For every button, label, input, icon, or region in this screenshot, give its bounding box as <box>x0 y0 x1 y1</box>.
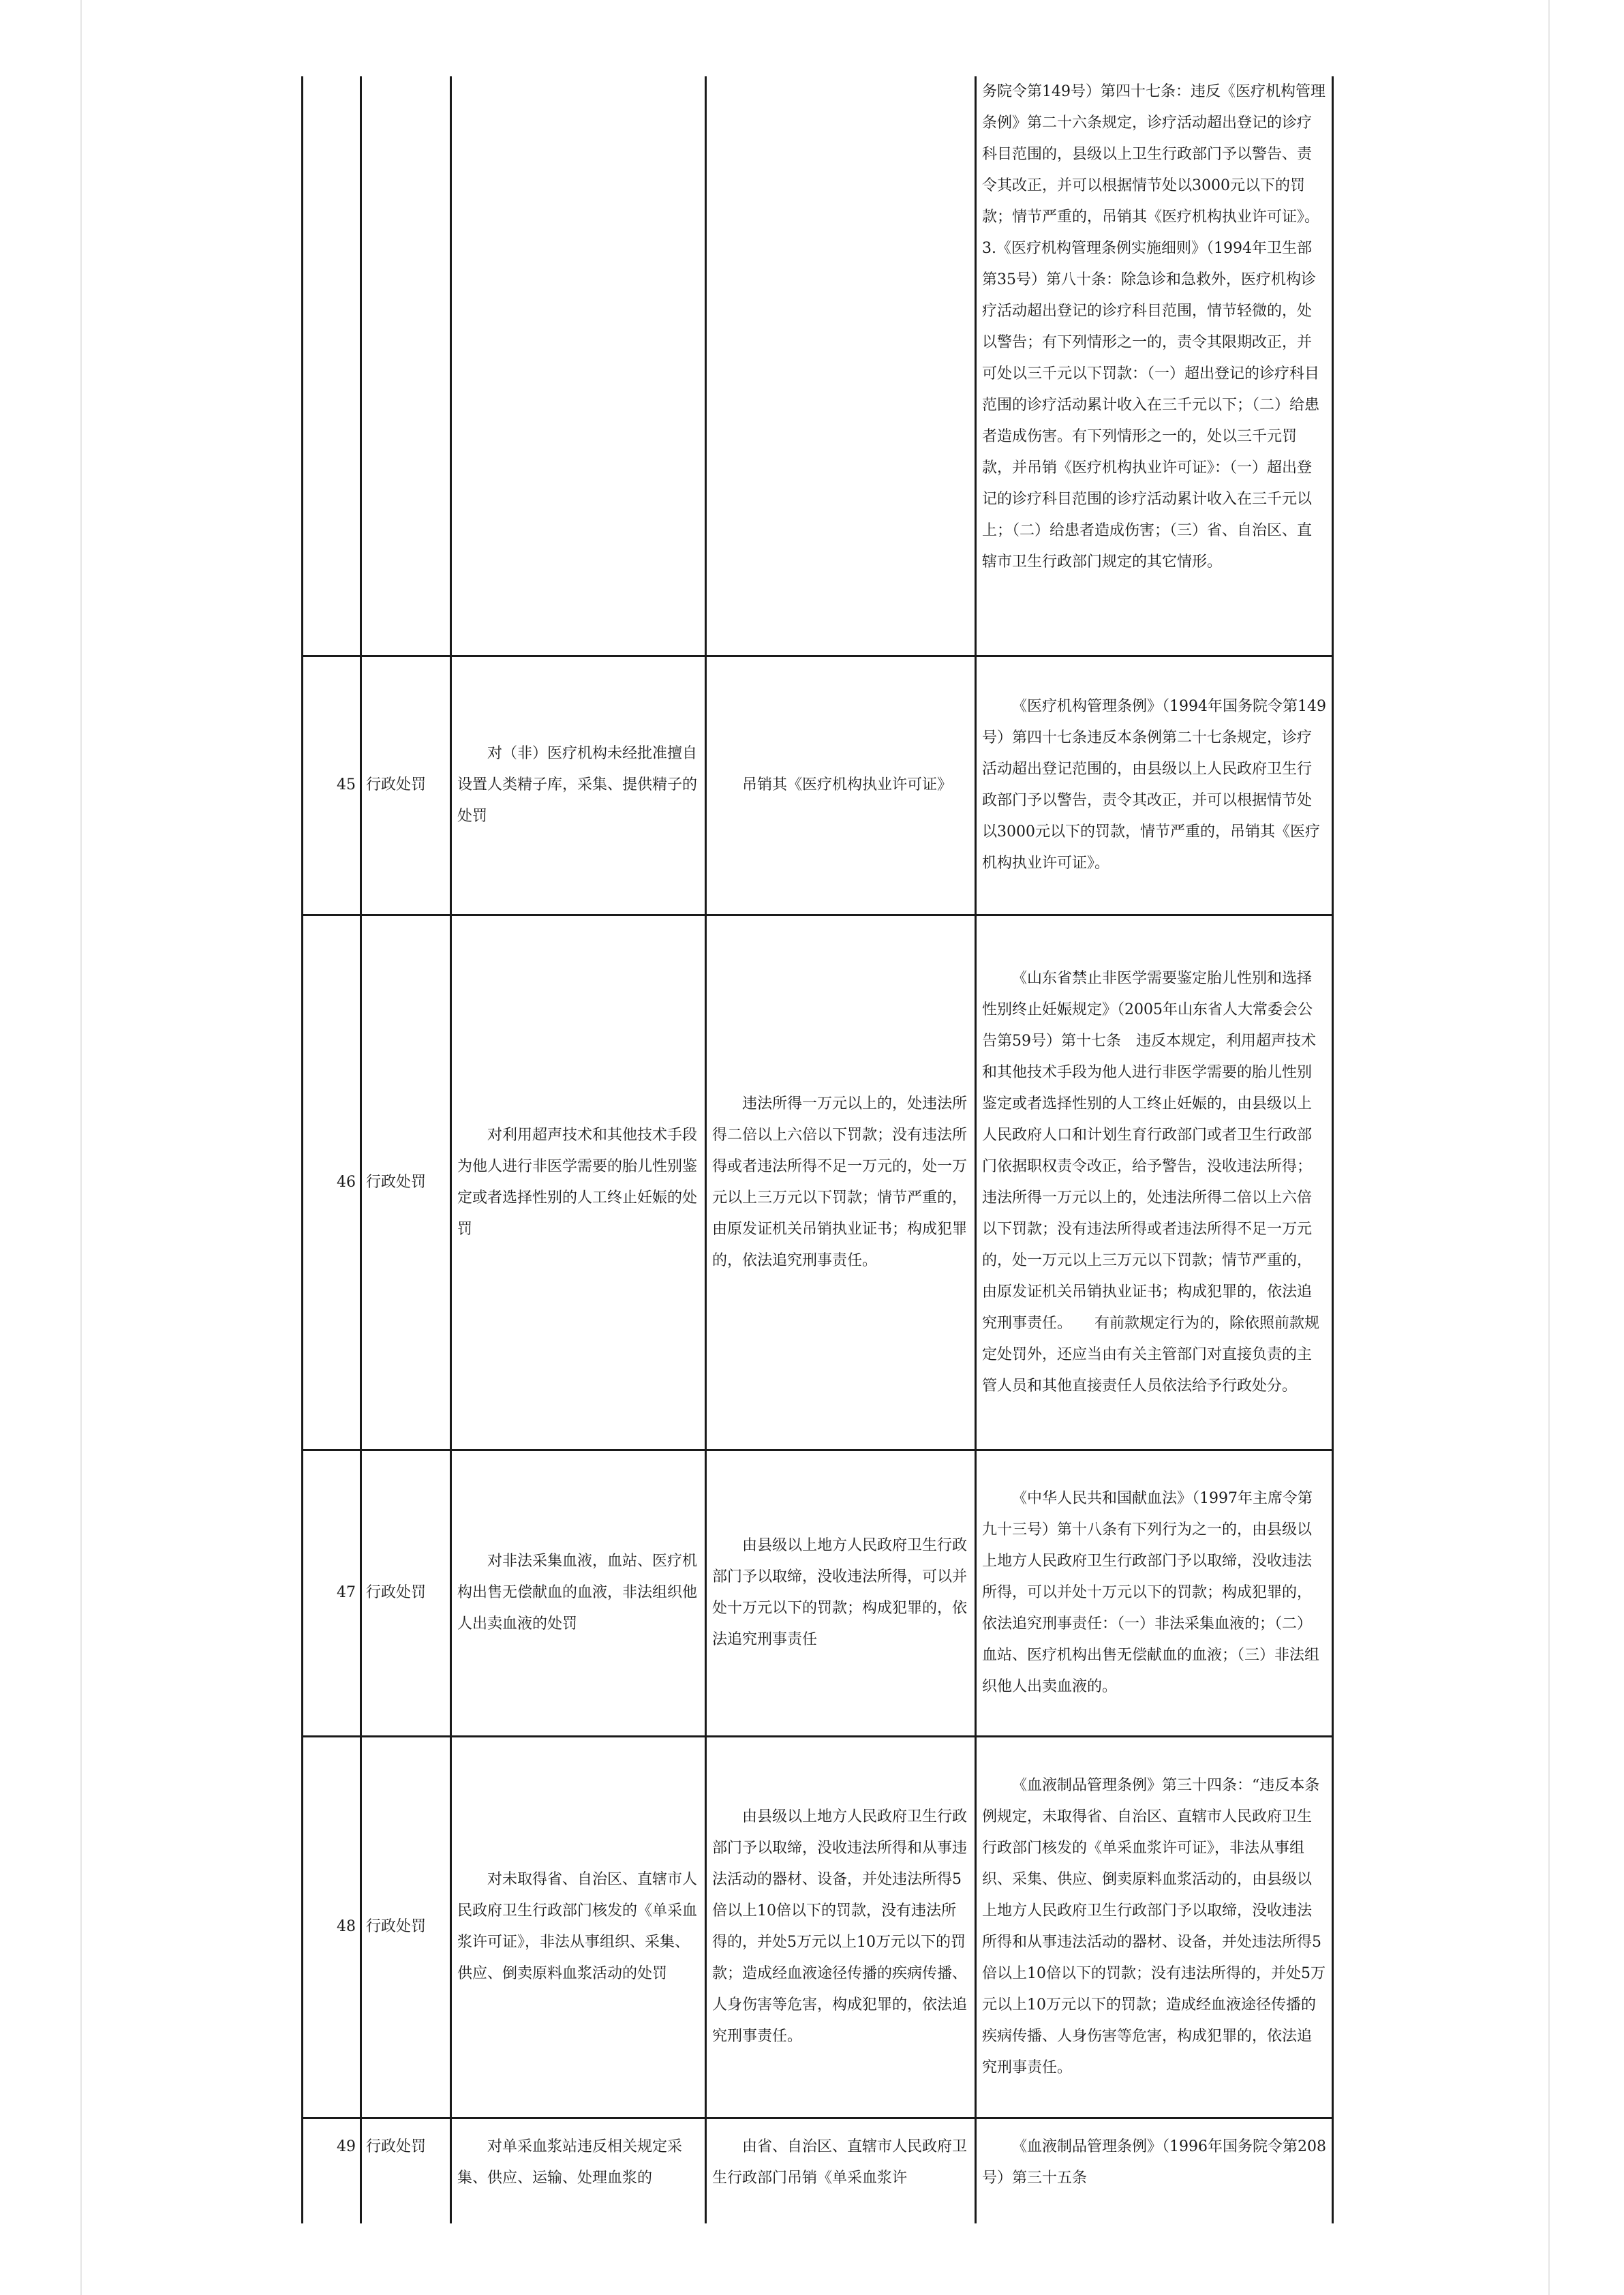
row-matter: 对（非）医疗机构未经批准擅自设置人类精子库，采集、提供精子的处罚 <box>457 745 698 825</box>
row-basis: 《中华人民共和国献血法》（1997年主席令第九十三号）第十八条有下列行为之一的，由县级以上地方人民政府卫生行政部门予以取缔，没收违法所得，可以并处十万元以下的罚款；构成犯罪的，依法追究刑事责任：（一）非法采集血液的；（二）血站、医疗机构出售无偿献血的血液；（三）非法组织他人出卖血液的。 <box>982 1490 1320 1695</box>
row-category: 行政处罚 <box>361 2118 451 2223</box>
row-penalty: 吊销其《医疗机构执业许可证》 <box>742 776 953 793</box>
row-category: 行政处罚 <box>361 1736 451 2118</box>
row-number: 47 <box>303 1450 361 1736</box>
row-number: 46 <box>303 915 361 1450</box>
table-row <box>303 915 1333 1450</box>
row-number: 48 <box>303 1736 361 2118</box>
row-basis: 《山东省禁止非医学需要鉴定胎儿性别和选择性别终止妊娠规定》（2005年山东省人大常委会公告第59号）第十七条 违反本规定，利用超声技术和其他技术手段为他人进行非医学需要的胎儿性别鉴定或者选择性别的人工终止妊娠的，由县级以上人民政府人口和计划生育行政部门或者卫生行政部门依据职权责令改正，给予警告，没收违法所得；违法所得一万元以上的，处违法所得二倍以上六倍以下罚款；没有违法所得或者违法所得不足一万元的，处一万元以上三万元以下罚款；情节严重的，由原发证机关吊销执业证书；构成犯罪的，依法追究刑事责任。 有前款规定行为的，除依照前款规定处罚外，还应当由有关主管部门对直接负责的主管人员和其他直接责任人员依法给予行政处分。 <box>982 969 1320 1395</box>
table-row <box>303 1736 1333 2118</box>
row-penalty: 由县级以上地方人民政府卫生行政部门予以取缔，没收违法所得，可以并处十万元以下的罚款；构成犯罪的，依法追究刑事责任 <box>712 1537 968 1648</box>
table-row <box>303 2118 1333 2223</box>
row-penalty <box>706 76 976 656</box>
row-matter: 对非法采集血液，血站、医疗机构出售无偿献血的血液，非法组织他人出卖血液的处罚 <box>457 1553 698 1632</box>
row-number: 45 <box>303 656 361 915</box>
row-number: 49 <box>303 2118 361 2223</box>
row-basis: 《血液制品管理条例》第三十四条：“违反本条例规定，未取得省、自治区、直辖市人民政府卫生行政部门核发的《单采血浆许可证》，非法从事组织、采集、供应、倒卖原料血浆活动的，由县级以上地方人民政府卫生行政部门予以取缔，没收违法所得和从事违法活动的器材、设备，并处违法所得5倍以上10倍以下的罚款；没有违法所得的，并处5万元以上10万元以下的罚款；造成经血液途径传播的疾病传播、人身伤害等危害，构成犯罪的，依法追究刑事责任。 <box>982 1777 1326 2076</box>
row-basis: 《血液制品管理条例》（1996年国务院令第208号）第三十五条 <box>982 2138 1326 2187</box>
row-penalty: 由县级以上地方人民政府卫生行政部门予以取缔，没收违法所得和从事违法活动的器材、设备，并处违法所得5倍以上10倍以下的罚款，没有违法所得的，并处5万元以上10万元以下的罚款；造成经血液途径传播的疾病传播、人身伤害等危害，构成犯罪的，依法追究刑事责任。 <box>712 1808 968 2045</box>
row-matter <box>451 76 706 656</box>
row-basis: 《医疗机构管理条例》（1994年国务院令第149号）第四十七条违反本条例第二十七条规定，诊疗活动超出登记范围的，由县级以上人民政府卫生行政部门予以警告，责令其改正，并可以根据情节处以3000元以下的罚款，情节严重的，吊销其《医疗机构执业许可证》。 <box>982 698 1326 872</box>
row-number <box>303 76 361 656</box>
row-category: 行政处罚 <box>361 656 451 915</box>
page-margin-right <box>1548 0 1550 2295</box>
row-matter: 对单采血浆站违反相关规定采集、供应、运输、处理血浆的 <box>457 2138 683 2187</box>
row-category: 行政处罚 <box>361 915 451 1450</box>
row-penalty: 由省、自治区、直辖市人民政府卫生行政部门吊销《单采血浆许 <box>712 2138 968 2187</box>
row-penalty: 违法所得一万元以上的，处违法所得二倍以上六倍以下罚款；没有违法所得或者违法所得不足一万元的，处一万元以上三万元以下罚款；情节严重的，由原发证机关吊销执业证书；构成犯罪的，依法追究刑事责任。 <box>712 1095 968 1269</box>
row-matter: 对未取得省、自治区、直辖市人民政府卫生行政部门核发的《单采血浆许可证》，非法从事组织、采集、供应、倒卖原料血浆活动的处罚 <box>457 1871 698 1982</box>
table-row <box>303 1450 1333 1736</box>
penalty-table <box>301 76 1334 2223</box>
row-category: 行政处罚 <box>361 1450 451 1736</box>
page-margin-left <box>80 0 82 2295</box>
row-category <box>361 76 451 656</box>
table-row <box>303 76 1333 656</box>
table-row <box>303 656 1333 915</box>
row-matter: 对利用超声技术和其他技术手段为他人进行非医学需要的胎儿性别鉴定或者选择性别的人工终止妊娠的处罚 <box>457 1126 698 1238</box>
row-basis: 务院令第149号）第四十七条：违反《医疗机构管理条例》第二十六条规定，诊疗活动超出登记的诊疗科目范围的，县级以上卫生行政部门予以警告、责令其改正，并可以根据情节处以3000元以下的罚款；情节严重的，吊销其《医疗机构执业许可证》。3.《医疗机构管理条例实施细则》（1994年卫生部第35号）第八十条：除急诊和急救外，医疗机构诊疗活动超出登记的诊疗科目范围，情节轻微的，处以警告；有下列情形之一的，责令其限期改正，并可处以三千元以下罚款：（一）超出登记的诊疗科目范围的诊疗活动累计收入在三千元以下；（二）给患者造成伤害。有下列情形之一的，处以三千元罚款，并吊销《医疗机构执业许可证》：（一）超出登记的诊疗科目范围的诊疗活动累计收入在三千元以上；（二）给患者造成伤害；（三）省、自治区、直辖市卫生行政部门规定的其它情形。 <box>976 76 1333 656</box>
